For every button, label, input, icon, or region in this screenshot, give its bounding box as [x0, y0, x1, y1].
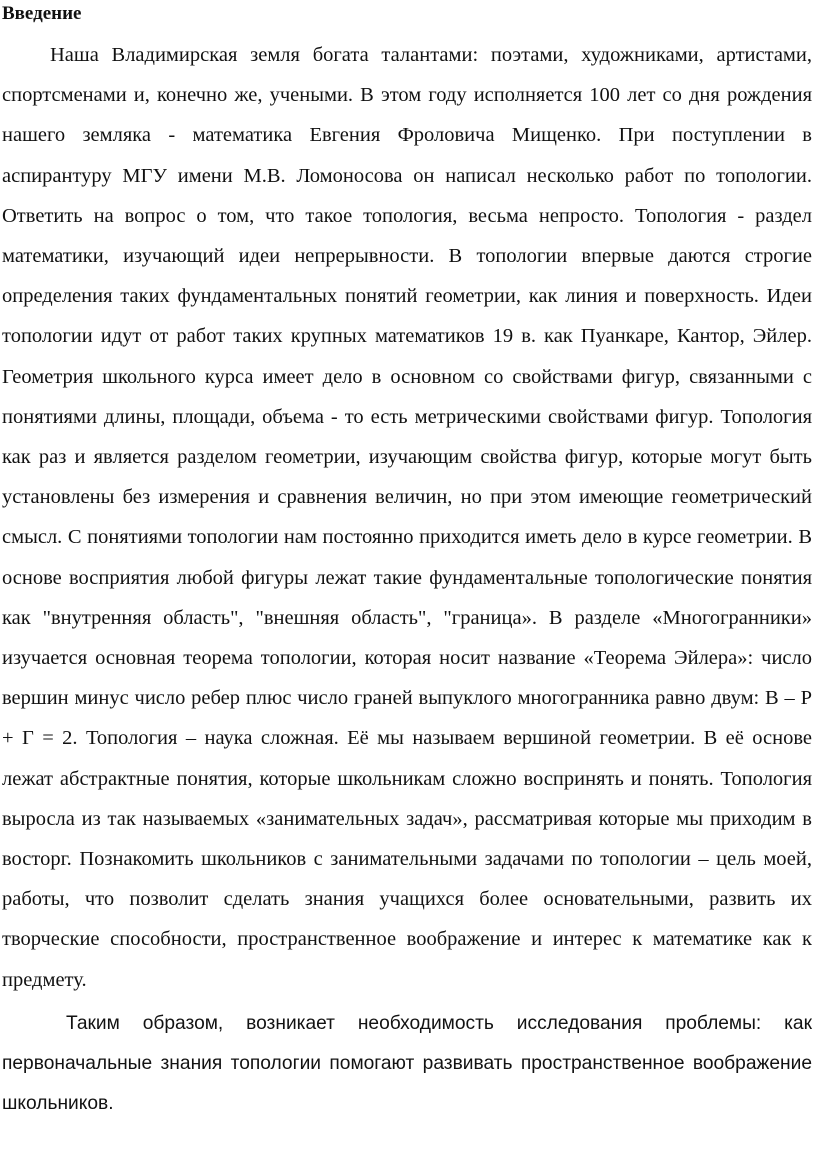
- section-heading: Введение: [2, 3, 82, 24]
- body-paragraph-problem-statement: Таким образом, возникает необходимость исследования проблемы: как первоначальные знания топологии помогают развивать пространственное воображение школьников.: [2, 1012, 812, 1115]
- body-paragraph-introduction: Наша Владимирская земля богата талантами: поэтами, художниками, артистами, спортсменами и, конечно же, учеными. В этом году исполняется 100 лет со дня рождения нашего земляка - математика Евгения Фроловича Мищенко. При поступлении в аспирантуру МГУ имени М.В. Ломоносова он написал несколько работ по топологии. Ответить на вопрос о том, что такое топология, весьма непросто. Топология - раздел математики, изучающий идеи непрерывности. В топологии впервые даются строгие определения таких фундаментальных понятий геометрии, как линия и поверхность. Идеи топологии идут от работ таких крупных математиков 19 в. как Пуанкаре, Кантор, Эйлер. Геометрия школьного курса имеет дело в основном со свойствами фигур, связанными с понятиями длины, площади, объема - то есть метрическими свойствами фигур. Топология как раз и является разделом геометрии, изучающим свойства фигур, которые могут быть установлены без измерения и сравнения величин, но при этом имеющие геометрический смысл. С понятиями топологии нам постоянно приходится иметь дело в курсе геометрии. В основе восприятия любой фигуры лежат такие фундаментальные топологические понятия как "внутренняя область", "внешняя область", "граница». В разделе «Многогранники» изучается основная теорема топологии, которая носит название «Теорема Эйлера»: число вершин минус число ребер плюс число граней выпуклого многогранника равно двум: В – Р + Г = 2. Топология – наука сложная. Её мы называем вершиной геометрии. В её основе лежат абстрактные понятия, которые школьникам сложно воспринять и понять. Топология выросла из так называемых «занимательных задач», рассматривая которые мы приходим в восторг. Познакомить школьников с занимательными задачами по топологии – цель моей, работы, что позволит сделать знания учащихся более основательными, развить их творческие способности, пространственное воображение и интерес к математике как к предмету.: [2, 44, 812, 991]
